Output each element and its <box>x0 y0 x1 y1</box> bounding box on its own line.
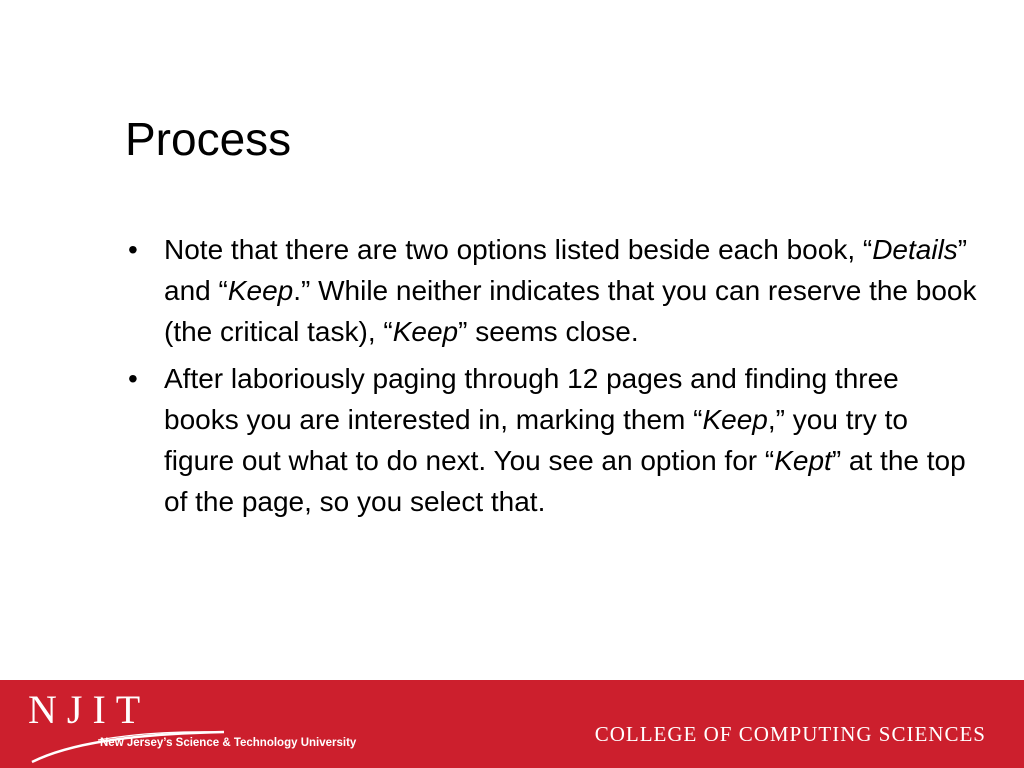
bullet-text: ” seems close. <box>458 316 639 347</box>
emphasis-text: Keep <box>392 316 459 347</box>
bullet-text: ” at the top of the page, so you select that. <box>164 445 966 517</box>
logo-tagline: New Jersey’s Science & Technology University <box>100 737 357 749</box>
footer-band <box>0 680 1024 768</box>
logo-letters: NJIT <box>28 687 151 732</box>
emphasis-text: Keep <box>227 275 294 306</box>
emphasis-text: Keep <box>702 404 768 435</box>
college-name: COLLEGE OF COMPUTING SCIENCES <box>594 722 986 746</box>
bullet-text: ,” you try to figure out what to do next. You see an option for “ <box>164 404 908 476</box>
njit-logo <box>28 688 388 762</box>
bullet-marker: • <box>128 363 138 394</box>
slide-title: Process <box>125 113 292 165</box>
bullet-text: .” While neither indicates that you can reserve the book (the critical task), “ <box>164 275 977 347</box>
bullet-list <box>128 229 978 528</box>
emphasis-text: Details <box>872 234 958 265</box>
emphasis-text: Kept <box>774 445 832 476</box>
bullet-marker: • <box>128 234 138 265</box>
bullet-text: ” and “ <box>164 234 968 306</box>
bullet-text: After laboriously paging through 12 pages and finding three books you are interested in, marking them “ <box>164 363 899 435</box>
bullet-item <box>128 358 978 522</box>
bullet-text: Note that there are two options listed beside each book, “ <box>164 234 873 265</box>
bullet-item <box>128 229 978 352</box>
